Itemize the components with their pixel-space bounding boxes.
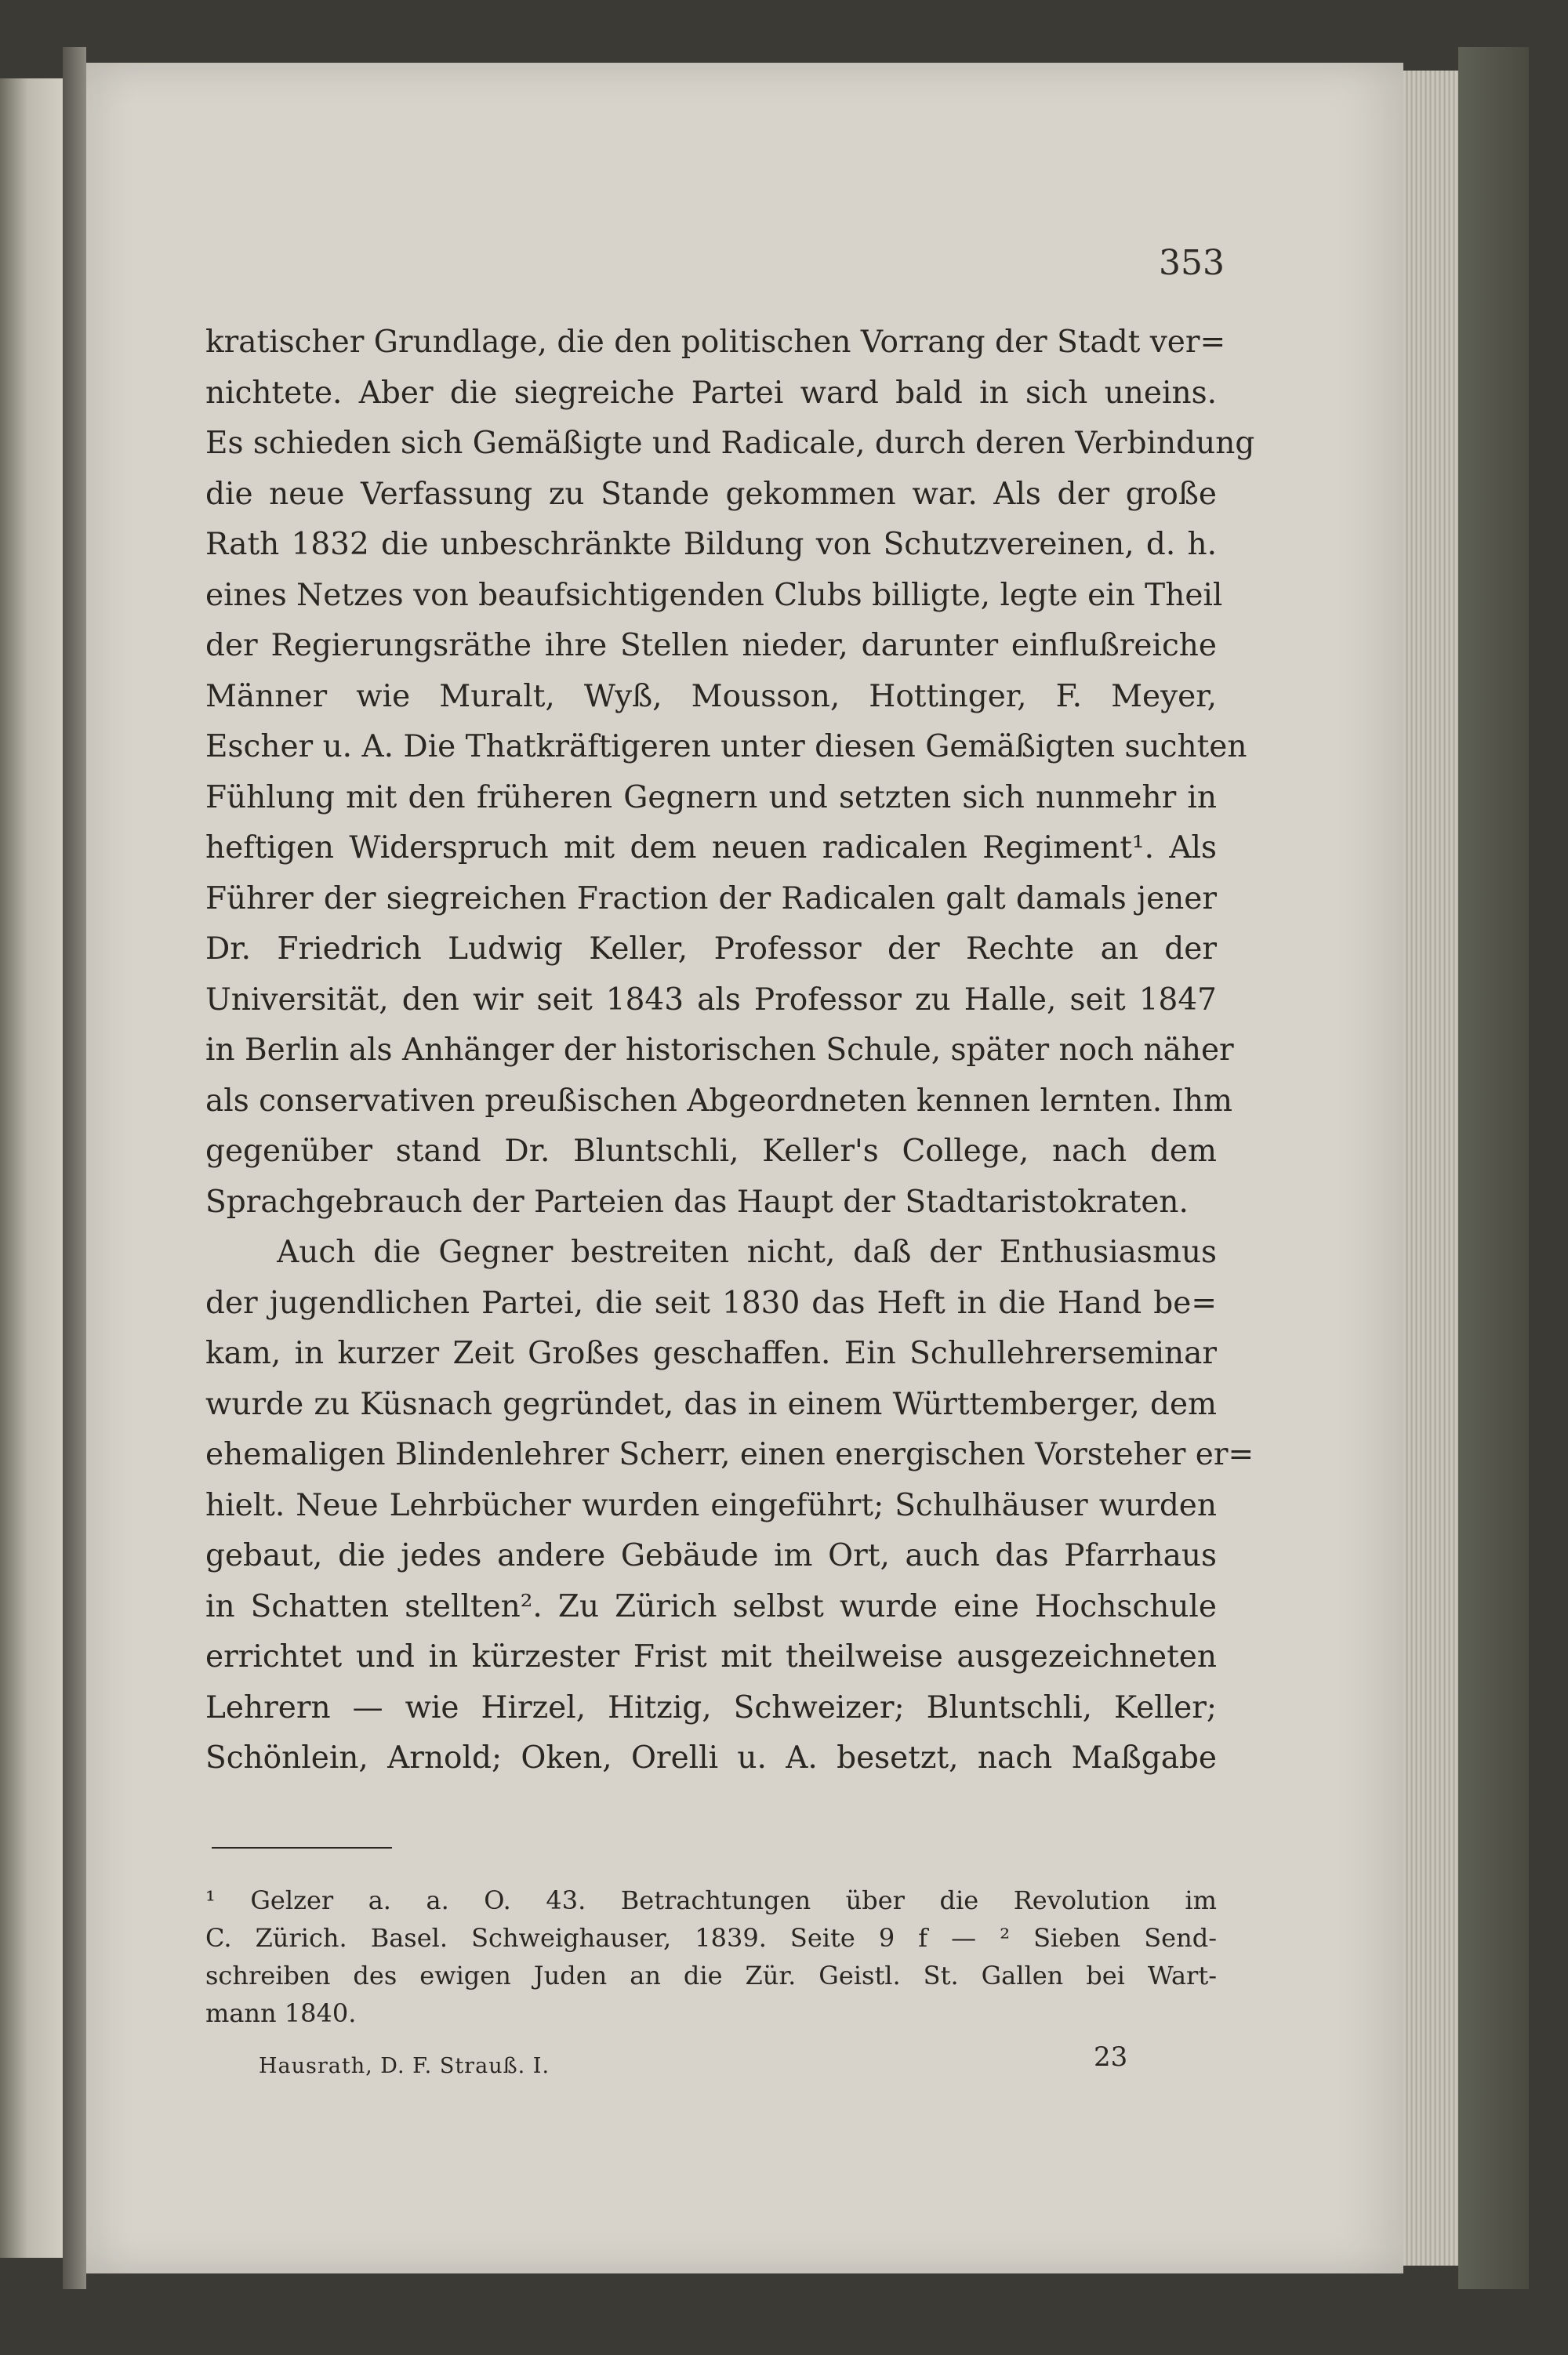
text-line: der jugendlichen Partei, die seit 1830 das Heft in die Hand be= [205,1285,1217,1321]
footnote-line: schreiben des ewigen Juden an die Zür. Geistl. St. Gallen bei Wart- [205,1961,1217,1990]
text-line: der Regierungsräthe ihre Stellen nieder, darunter einflußreiche [205,628,1217,663]
text-line: ehemaligen Blindenlehrer Scherr, einen energischen Vorsteher er= [205,1437,1254,1472]
text-line: in Schatten stellten². Zu Zürich selbst wurde eine Hochschule [205,1588,1217,1624]
text-line: nichtete. Aber die siegreiche Partei ward bald in sich uneins. [205,375,1217,411]
printer-signature: Hausrath, D. F. Strauß. I. [259,2054,550,2078]
page-stack-edges [1403,71,1458,2266]
text-line: heftigen Widerspruch mit dem neuen radicalen Regiment¹. Als [205,830,1217,865]
footnote-line: C. Zürich. Basel. Schweighauser, 1839. Seite 9 f — ² Sieben Send- [205,1923,1217,1953]
text-line: gegenüber stand Dr. Bluntschli, Keller's College, nach dem [205,1134,1217,1169]
text-line: als conservativen preußischen Abgeordneten kennen lernten. Ihm [205,1083,1233,1119]
left-page-edge [0,78,63,2258]
text-line: gebaut, die jedes andere Gebäude im Ort, auch das Pfarrhaus [205,1538,1217,1573]
page-number: 353 [1159,243,1225,283]
text-line: kratischer Grundlage, die den politischen Vorrang der Stadt ver= [205,325,1226,360]
text-line: in Berlin als Anhänger der historischen Schule, später noch näher [205,1032,1234,1068]
text-line: Lehrern — wie Hirzel, Hitzig, Schweizer; Bluntschli, Keller; [205,1689,1217,1725]
text-line: Männer wie Muralt, Wyß, Mousson, Hottinger, F. Meyer, [205,678,1217,714]
text-line: Es schieden sich Gemäßigte und Radicale, durch deren Verbindung [205,426,1255,461]
text-line: Rath 1832 die unbeschränkte Bildung von Schutzvereinen, d. h. [205,527,1217,562]
text-line: hielt. Neue Lehrbücher wurden eingeführt; Schulhäuser wurden [205,1487,1217,1523]
text-line: errichtet und in kürzester Frist mit theilweise ausgezeichneten [205,1639,1217,1675]
footnote-line: ¹ Gelzer a. a. O. 43. Betrachtungen über die Revolution im [205,1885,1217,1915]
text-line: eines Netzes von beaufsichtigenden Clubs billigte, legte ein Theil [205,577,1223,613]
footnote-divider [212,1847,392,1849]
text-line: Fühlung mit den früheren Gegnern und setzten sich nunmehr in [205,779,1217,815]
text-line: Universität, den wir seit 1843 als Professor zu Halle, seit 1847 [205,982,1217,1018]
book-gutter [63,47,86,2289]
text-line: Sprachgebrauch der Parteien das Haupt der Stadtaristokraten. [205,1184,1189,1220]
text-line: kam, in kurzer Zeit Großes geschaffen. Ein Schullehrerseminar [205,1336,1217,1371]
sheet-number: 23 [1094,2041,1128,2073]
body-text [205,318,1255,1784]
text-line: wurde zu Küsnach gegründet, das in einem Württemberger, dem [205,1386,1217,1422]
footnote-line: mann 1840. [205,1998,357,2028]
text-line: Schönlein, Arnold; Oken, Orelli u. A. besetzt, nach Maßgabe [205,1740,1217,1776]
text-line: die neue Verfassung zu Stande gekommen war. Als der große [205,476,1217,512]
text-line: Dr. Friedrich Ludwig Keller, Professor der Rechte an der [205,931,1217,967]
text-line: Führer der siegreichen Fraction der Radicalen galt damals jener [205,880,1217,916]
text-line: Auch die Gegner bestreiten nicht, daß der Enthusiasmus [205,1235,1217,1270]
book-cover-edge [1458,47,1529,2289]
footnotes [205,1881,1217,2032]
text-line: Escher u. A. Die Thatkräftigeren unter diesen Gemäßigten suchten [205,729,1247,764]
